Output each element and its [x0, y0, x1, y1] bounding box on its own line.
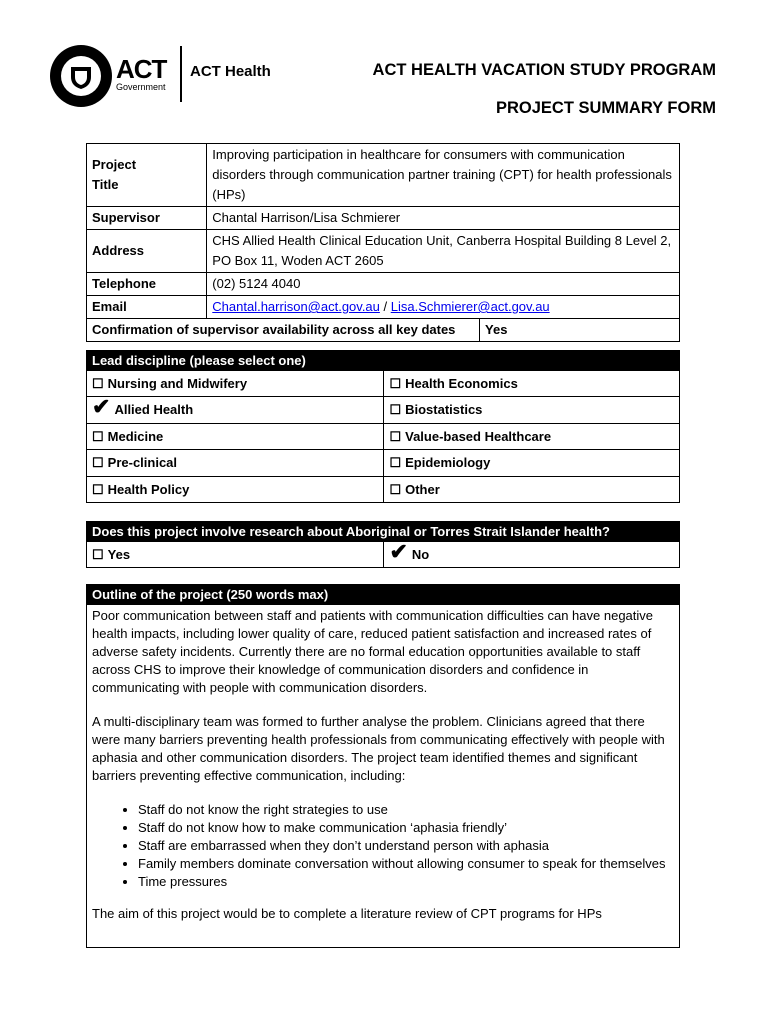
option-biostatistics[interactable]: ☐ Biostatistics: [384, 397, 680, 424]
table-row: [87, 371, 680, 397]
checkbox-empty-icon[interactable]: ☐: [389, 428, 402, 444]
checkbox-empty-icon[interactable]: ☐: [389, 455, 402, 470]
checkbox-empty-icon[interactable]: ☐: [92, 375, 104, 391]
email-separator: /: [379, 299, 391, 314]
option-epidemiology[interactable]: ☐ Epidemiology: [384, 450, 680, 477]
document-subtitle: PROJECT SUMMARY FORM: [495, 99, 716, 117]
table-row: [87, 207, 680, 230]
supervisor-label: Supervisor: [87, 207, 207, 230]
table-row: [87, 230, 680, 273]
option-other[interactable]: ☐ Other: [384, 477, 680, 503]
list-item: • Time pressures: [138, 873, 674, 891]
outline-body: [87, 605, 679, 941]
project-details-table: [86, 143, 680, 342]
table-row: [87, 522, 680, 542]
checkmark-icon[interactable]: ✔: [389, 538, 408, 564]
table-row: [87, 424, 680, 450]
table-row: [87, 477, 680, 503]
list-item: • Family members dominate conversation without allowing consumer to speak for themselves: [138, 855, 674, 873]
lead-discipline-table: [86, 350, 680, 503]
email-value: [207, 296, 680, 319]
outline-paragraph-3: The aim of this project would be to complete a literature review of CPT programs for HPs: [92, 906, 602, 921]
table-row: [87, 542, 680, 568]
lead-discipline-header: Lead discipline (please select one): [87, 351, 680, 371]
project-title-value: Improving participation in healthcare for consumers with communication disorders through communication partner training (CPT) for health professionals (HPs): [207, 144, 680, 207]
table-row: [87, 397, 680, 424]
checkmark-icon[interactable]: ✔: [92, 394, 111, 419]
address-label: Address: [87, 230, 207, 273]
option-pre-clinical[interactable]: ☐ Pre-clinical: [87, 450, 384, 477]
document-title: ACT HEALTH VACATION STUDY PROGRAM: [372, 61, 716, 79]
checkbox-empty-icon[interactable]: ☐: [92, 546, 104, 562]
option-health-policy[interactable]: ☐ Health Policy: [87, 477, 384, 503]
checkbox-empty-icon[interactable]: ☐: [389, 402, 402, 417]
checkbox-empty-icon[interactable]: ☐: [92, 481, 104, 497]
barriers-list: [92, 801, 674, 891]
address-value: CHS Allied Health Clinical Education Unit, Canberra Hospital Building 8 Level 2, PO Box 11, Woden ACT 2605: [207, 230, 680, 273]
logo-government-text: Government: [116, 82, 166, 92]
option-yes[interactable]: ☐ Yes: [87, 542, 384, 568]
option-no[interactable]: ✔ No: [384, 542, 680, 568]
table-row: [87, 351, 680, 371]
telephone-label: Telephone: [87, 273, 207, 296]
option-value-based-healthcare[interactable]: ☐ Value-based Healthcare: [384, 424, 680, 450]
act-crest-logo: [50, 45, 112, 107]
confirmation-label: Confirmation of supervisor availability across all key dates: [87, 319, 480, 342]
checkbox-empty-icon[interactable]: ☐: [389, 375, 402, 391]
option-nursing-midwifery[interactable]: ☐ Nursing and Midwifery: [87, 371, 384, 397]
confirmation-value: Yes: [480, 319, 680, 342]
table-row: [87, 144, 680, 207]
email-label: Email: [87, 296, 207, 319]
option-allied-health[interactable]: ✔ Allied Health: [87, 397, 384, 424]
supervisor-value: Chantal Harrison/Lisa Schmierer: [207, 207, 680, 230]
email-link-lisa[interactable]: Lisa.Schmierer@act.gov.au: [390, 299, 550, 314]
aboriginal-health-table: [86, 521, 680, 568]
list-item: • Staff are embarrassed when they don’t understand person with aphasia: [138, 837, 674, 855]
outline-header: Outline of the project (250 words max): [87, 585, 679, 605]
project-outline-section: [86, 584, 680, 948]
table-row: [87, 273, 680, 296]
table-row: [87, 450, 680, 477]
checkbox-empty-icon[interactable]: ☐: [92, 455, 104, 470]
logo-health-text: ACT Health: [190, 63, 271, 80]
table-row: [87, 319, 680, 342]
checkbox-empty-icon[interactable]: ☐: [92, 428, 104, 444]
table-row: [87, 296, 680, 319]
aboriginal-question: Does this project involve research about Aboriginal or Torres Strait Islander health?: [87, 522, 680, 542]
email-link-chantal[interactable]: Chantal.harrison@act.gov.au: [212, 299, 380, 314]
outline-paragraph-1: Poor communication between staff and patients with communication difficulties can have negative health impacts, including lower quality of care, reduced patient satisfaction and increased rates of adverse safety incidents. Currently there are no formal education opportunities available to staff across CHS to improve their knowledge of communication disorders and confidence in communicating with people with communication disorders.: [92, 608, 654, 695]
logo-divider: [180, 46, 182, 102]
list-item: • Staff do not know the right strategies to use: [138, 801, 674, 819]
option-medicine[interactable]: ☐ Medicine: [87, 424, 384, 450]
telephone-value: (02) 5124 4040: [207, 273, 680, 296]
list-item: • Staff do not know how to make communication ‘aphasia friendly’: [138, 819, 674, 837]
checkbox-empty-icon[interactable]: ☐: [389, 481, 402, 497]
project-title-label: Project Title: [87, 144, 207, 207]
logo-act-text: ACT: [116, 54, 167, 84]
option-health-economics[interactable]: ☐ Health Economics: [384, 371, 680, 397]
outline-paragraph-2: A multi-disciplinary team was formed to further analyse the problem. Clinicians agreed that there were many barriers preventing health professionals from communicating effectively with people with aphasia and other communication disorders. The project team identified themes and significant barriers preventing effective communication, including:: [92, 714, 665, 783]
crest-icon: [61, 56, 101, 96]
